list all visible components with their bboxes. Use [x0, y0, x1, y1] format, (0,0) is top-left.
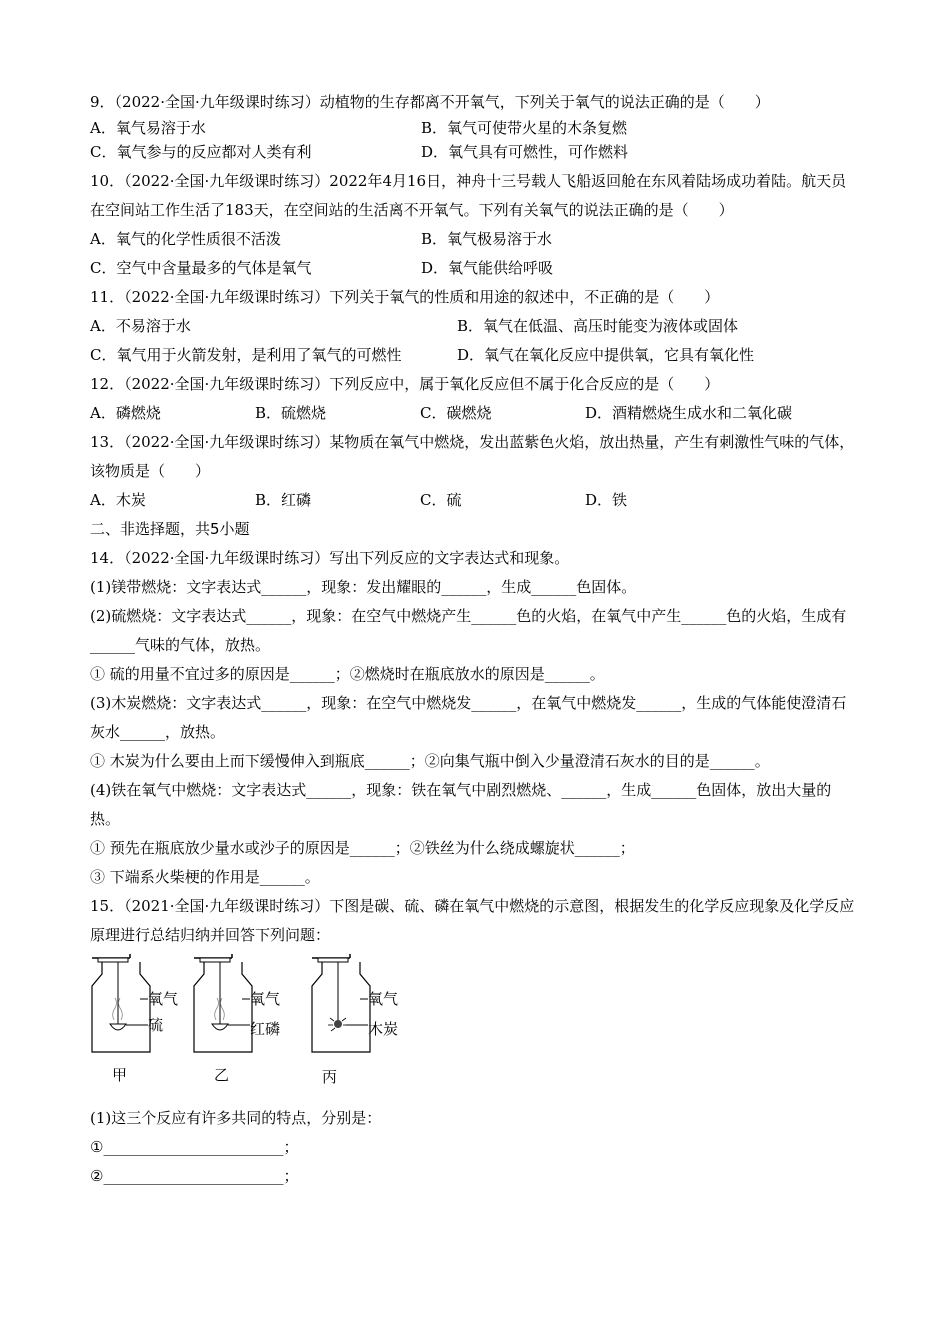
jar-yi-bottom-label: 红磷: [250, 1020, 281, 1038]
option-b: B．红磷: [255, 491, 312, 509]
question-11-options-2: [90, 341, 860, 370]
question-10-options-2: [90, 254, 860, 283]
option-b: B．氧气在低温、高压时能变为液体或固体: [457, 317, 739, 335]
jar-jia: [92, 954, 178, 1084]
option-b: B．氧气可使带火星的木条复燃: [421, 119, 628, 137]
option-a: A．磷燃烧: [90, 404, 161, 422]
jar-bing-caption: 丙: [322, 1068, 338, 1086]
option-a: A．木炭: [90, 491, 146, 509]
answer-blank-2[interactable]: ②________________________；: [90, 1167, 299, 1185]
question-14-stem: 14．（2022·全国·九年级课时练习）写出下列反应的文字表达式和现象。: [90, 549, 570, 567]
question-14-part-4: (4)铁在氧气中燃烧：文字表达式______，现象：铁在氧气中剧烈燃烧、______，生成______色固体，放出大量的热。: [90, 781, 832, 828]
section-title: 二、非选择题，共5小题: [90, 520, 250, 538]
question-13-stem: 13．（2022·全国·九年级课时练习）某物质在氧气中燃烧，发出蓝紫色火焰，放出热量，产生有刺激性气味的气体，该物质是（ ）: [90, 433, 855, 480]
question-15-sub-1: (1)这三个反应有许多共同的特点，分别是：: [90, 1109, 382, 1127]
option-a: A．氧气的化学性质很不活泼: [90, 230, 281, 248]
option-b: B．氧气极易溶于水: [421, 230, 553, 248]
jar-yi-top-label: 氧气: [250, 990, 281, 1008]
question-14-part-1: (1)镁带燃烧：文字表达式______，现象：发出耀眼的______，生成______色固体。: [90, 578, 637, 596]
option-d: D．酒精燃烧生成水和二氧化碳: [585, 404, 793, 422]
answer-blank-1[interactable]: ①________________________；: [90, 1138, 299, 1156]
option-c: C．硫: [420, 491, 462, 509]
worksheet-page: [90, 88, 860, 1191]
jar-jia-bottom-label: 硫: [148, 1016, 164, 1034]
option-d: D．氧气在氧化反应中提供氧，它具有氧化性: [457, 346, 755, 364]
question-13-options: [90, 486, 860, 515]
question-9-options-2: [90, 138, 860, 167]
option-a: A．不易溶于水: [90, 317, 191, 335]
jar-yi: [194, 954, 280, 1084]
combustion-figure: [90, 954, 860, 1104]
question-14-part-3: (3)木炭燃烧：文字表达式______，现象：在空气中燃烧发______，在氧气中燃烧发______，生成的气体能使澄清石灰水______，放热。: [90, 694, 847, 741]
combustion-diagram: [90, 954, 410, 1104]
question-14-part-3-sub: ① 木炭为什么要由上而下缓慢伸入到瓶底______；②向集气瓶中倒入少量澄清石灰水的目的是______。: [90, 752, 770, 770]
question-14-part-4-sub-2: ③ 下端系火柴梗的作用是______。: [90, 868, 320, 886]
question-11-stem: 11．（2022·全国·九年级课时练习）下列关于氧气的性质和用途的叙述中，不正确的是（ ）: [90, 288, 720, 306]
question-14-part-4-sub: ① 预先在瓶底放少量水或沙子的原因是______；②铁丝为什么绕成螺旋状______；: [90, 839, 635, 857]
question-10-stem: 10．（2022·全国·九年级课时练习）2022年4月16日，神舟十三号载人飞船返回舱在东风着陆场成功着陆。航天员在空间站工作生活了183天，在空间站的生活离不开氧气。下列有关氧气的说法正确的是（ ）: [90, 172, 847, 219]
question-15-stem: 15．（2021·全国·九年级课时练习）下图是碳、硫、磷在氧气中燃烧的示意图，根据发生的化学反应现象及化学反应原理进行总结归纳并回答下列问题：: [90, 897, 855, 944]
jar-bing-top-label: 氧气: [368, 990, 399, 1008]
option-a: A．氧气易溶于水: [90, 119, 206, 137]
jar-jia-caption: 甲: [112, 1066, 128, 1084]
jar-bing-bottom-label: 木炭: [368, 1020, 399, 1038]
option-d: D．氧气能供给呼吸: [421, 259, 554, 277]
question-10-options: [90, 225, 860, 254]
question-12-options: [90, 399, 860, 428]
option-c: C．空气中含量最多的气体是氧气: [90, 259, 312, 277]
jar-jia-top-label: 氧气: [148, 990, 179, 1008]
jar-yi-caption: 乙: [214, 1066, 230, 1084]
question-9-stem: 9．（2022·全国·九年级课时练习）动植物的生存都离不开氧气，下列关于氧气的说法正确的是（ ）: [90, 93, 770, 111]
question-14-part-2-sub: ① 硫的用量不宜过多的原因是______；②燃烧时在瓶底放水的原因是______。: [90, 665, 605, 683]
option-b: B．硫燃烧: [255, 404, 327, 422]
jar-bing: [312, 954, 398, 1086]
question-14-part-2: (2)硫燃烧：文字表达式______，现象：在空气中燃烧产生______色的火焰，在氧气中产生______色的火焰，生成有______气味的气体，放热。: [90, 607, 847, 654]
question-12-stem: 12．（2022·全国·九年级课时练习）下列反应中，属于氧化反应但不属于化合反应的是（ ）: [90, 375, 720, 393]
option-d: D．氧气具有可燃性，可作燃料: [421, 143, 629, 161]
option-d: D．铁: [585, 491, 628, 509]
option-c: C．氧气用于火箭发射，是利用了氧气的可燃性: [90, 346, 402, 364]
question-9-options: [90, 117, 860, 138]
option-c: C．碳燃烧: [420, 404, 492, 422]
option-c: C．氧气参与的反应都对人类有利: [90, 143, 312, 161]
question-11-options: [90, 312, 860, 341]
